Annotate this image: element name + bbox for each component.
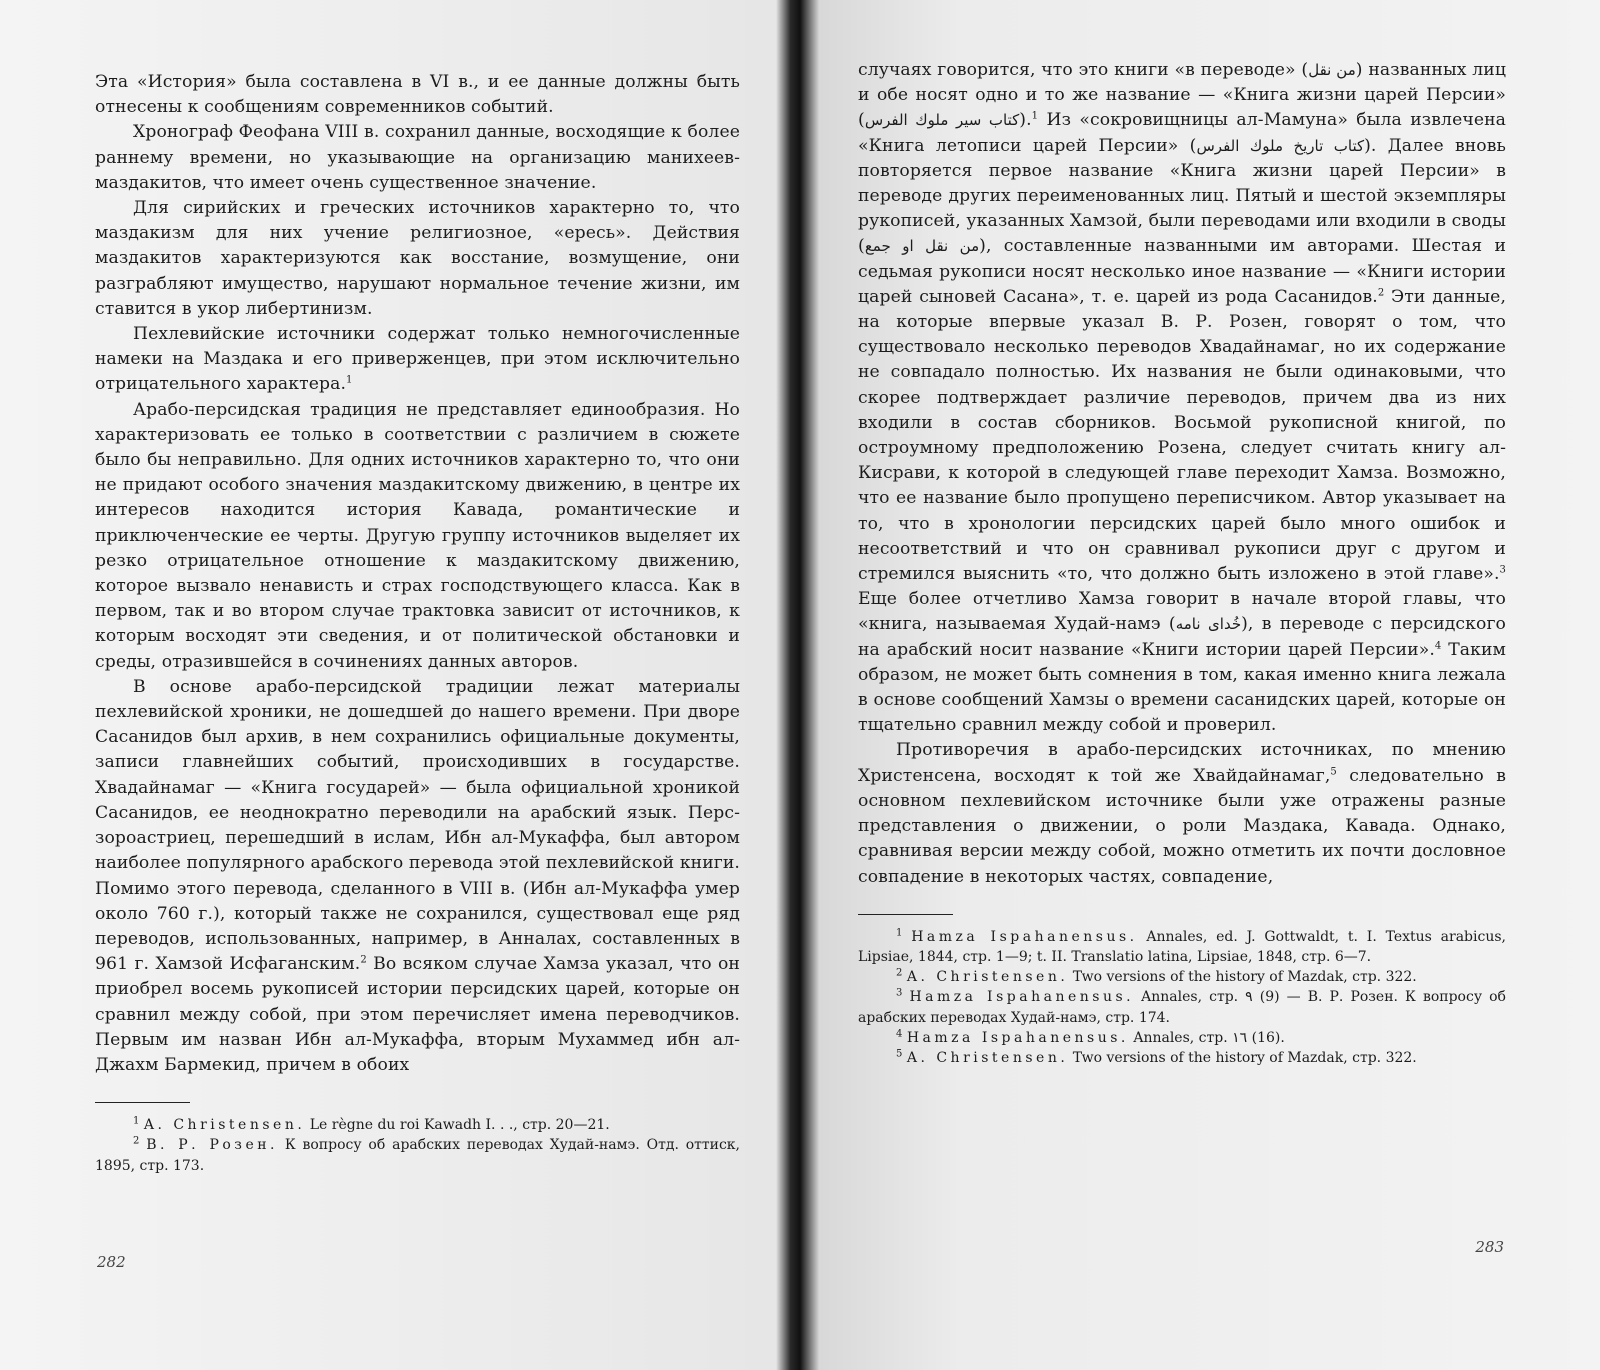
footnote-mark: 3	[1499, 564, 1506, 576]
paragraph: Пехлевийские источники содержат только немногочисленные намеки на Маздака и его приверженцев, при этом исключительно отрицательного характера.$^1$	[95, 324, 740, 395]
footnote: $^2$ В. Р. Розен. К вопросу об арабских переводах Худай-намэ. Отд. оттиск, 1895, стр. 173.	[95, 1135, 741, 1174]
footnote-mark: 4	[1434, 639, 1442, 651]
footnote: $^4$ Hamza Ispahanensus. Annales, стр. ١٦ (16).	[896, 1028, 1285, 1046]
footnote-mark: 2	[1377, 287, 1385, 299]
footnote-separator	[858, 914, 953, 915]
footnote: $^1$ A. Christensen. Le règne du roi Kawadh I. . ., стр. 20—21.	[133, 1115, 610, 1134]
page-number: 282	[97, 1253, 126, 1271]
left-footnotes	[95, 1115, 740, 1176]
paragraph: Противоречия в арабо-персидских источниках, по мнению Христенсена, восходят к той же Хвайдайнамаг,$^5$ следовательно в основном пехлевийском источнике были уже отражены разные представления о движении, о роли Маздака, Кавада. Однако, сравнивая версии между собой, можно отметить их почти дословное совпадение в некоторых частях, совпадение,	[858, 740, 1506, 887]
paragraph: В основе арабо-персидской традиции лежат материалы пехлевийской хроники, не дошедшей до нашего времени. При дворе Сасанидов был архив, в нем сохранились официальные документы, записи главнейших событий, происходивших в государстве. Хвадайнамаг — «Книга государей» — была официальной хроникой Сасанидов, ее неоднократно переводили на арабский язык. Перс-зороастриец, перешедший в ислам, Ибн ал-Мукаффа, был автором наиболее популярного арабского перевода этой пехлевийской книги. Помимо этого перевода, сделанного в VIII в. (Ибн ал-Мукаффа умер около 760 г.), который также не сохранился, существовал еще ряд переводов, использованных, например, в Анналах, составленных в 961 г. Хамзой Исфаганским.$^2$ Во всяком случае Хамза указал, что он приобрел восемь рукописей истории персидских царей, которые он сравнил между собой, при этом перечисляет имена переводчиков. Первым им назван Ибн ал-Мукаффа, вторым Мухаммед ибн ал-Джахм Бармекид, причем в обоих	[95, 676, 740, 1075]
footnote-mark: 2	[360, 954, 367, 966]
footnote-mark: 1	[346, 374, 353, 386]
paragraph: случаях говорится, что это книги «в переводе» (من نقل) названных лиц и обе носят одно и то же название — «Книга жизни царей Персии» (كتاب سير ملوك الفرس).$^1$ Из «сокровищницы ал-Мамуна» была извлечена «Книга летописи царей Персии» (كتاب تاريخ ملوك الفرس). Далее вновь повторяется первое название «Книга жизни царей Персии» в переводе других переименованных лиц. Пятый и шестой экземпляры рукописей, указанных Хамзой, были переводами или входили в своды (من نقل او جمع), составленные названными им авторами. Шестая и седьмая рукописи носят несколько иное название — «Книги истории царей сыновей Сасана», т. е. царей из рода Сасанидов.$^2$ Эти данные, на которые впервые указал В. Р. Розен, говорят о том, что существовало несколько переводов Хвадайнамаг, но их содержание не совпадало полностью. Их названия не были одинаковыми, что скорее подтверждает различие переводов, причем два из них входили в состав сборников. Восьмой рукописной книгой, по остроумному предположению Розена, следует считать книгу ал-Кисрави, к которой в следующей главе переходит Хамза. Возможно, что ее название было пропущено переписчиком. Автор указывает на то, что в хронологии персидских царей было много ошибок и несоответствий и что он сравнивал рукописи друг с другом и стремился выяснить «то, что должно быть изложено в этой главе».$^3$ Еще более отчетливо Хамза говорит в начале второй главы, что «книга, называемая Худай-намэ (خُداى نامه), в переводе с персидского на арабский носит название «Книги истории царей Персии».$^4$ Таким образом, не может быть сомнения в том, какая именно книга лежала в основе сообщений Хамзы о времени сасанидских царей, которые он тщательно сравнил между собой и проверил.	[858, 60, 1507, 736]
paragraph: Эта «История» была составлена в VI в., и ее данные должны быть отнесены к сообщениям современников событий.	[95, 72, 740, 118]
left-body-text	[95, 70, 740, 1078]
page-number: 283	[1475, 1238, 1504, 1256]
footnote: $^2$ A. Christensen. Two versions of the history of Mazdak, стр. 322.	[896, 967, 1417, 986]
footnote: $^3$ Hamza Ispahanensus. Annales, стр. ٩ (9) — В. Р. Розен. К вопросу об арабских переводах Худай-намэ, стр. 174.	[858, 987, 1506, 1026]
left-page	[95, 58, 740, 1338]
right-footnotes	[858, 927, 1506, 1068]
footnote-mark: 1	[1031, 110, 1039, 122]
paragraph: Арабо-персидская традиция не представляет единообразия. Но характеризовать ее только в соответствии с различием в сюжете было бы неправильно. Для одних источников характерно то, что они не придают особого значения маздакитскому движению, в центре их интересов находится история Кавада, романтические и приключенческие ее черты. Другую группу источников выделяет их резко отрицательное отношение к маздакитскому движению, которое вызвало ненависть и страх господствующего класса. Как в первом, так и во втором случае трактовка зависит от источников, к которым восходят эти сведения, и от политической обстановки и среды, отразившейся в сочинениях данных авторов.	[95, 399, 740, 672]
paragraph: Хронограф Феофана VIII в. сохранил данные, восходящие к более раннему времени, но указывающие на организацию манихеев-маздакитов, что имеет очень существенное значение.	[95, 122, 740, 193]
footnote: $^1$ Hamza Ispahanensus. Annales, ed. J. Gottwaldt, t. I. Textus arabicus, Lipsiae, 1844, стр. 1—9; t. II. Translatio latina, Lipsiae, 1848, стр. 6—7.	[858, 927, 1506, 965]
right-page	[858, 58, 1506, 1338]
footnote-mark: 5	[1330, 765, 1337, 777]
footnote: $^5$ A. Christensen. Two versions of the history of Mazdak, стр. 322.	[896, 1048, 1417, 1066]
paragraph: Для сирийских и греческих источников характерно то, что маздакизм для них учение религиозное, «ересь». Действия маздакитов характеризуются как восстание, возмущение, они разграбляют имущество, нарушают нормальное течение жизни, им ставится в укор либертинизм.	[95, 198, 740, 319]
right-body-text	[858, 58, 1506, 890]
footnote-separator	[95, 1102, 190, 1103]
